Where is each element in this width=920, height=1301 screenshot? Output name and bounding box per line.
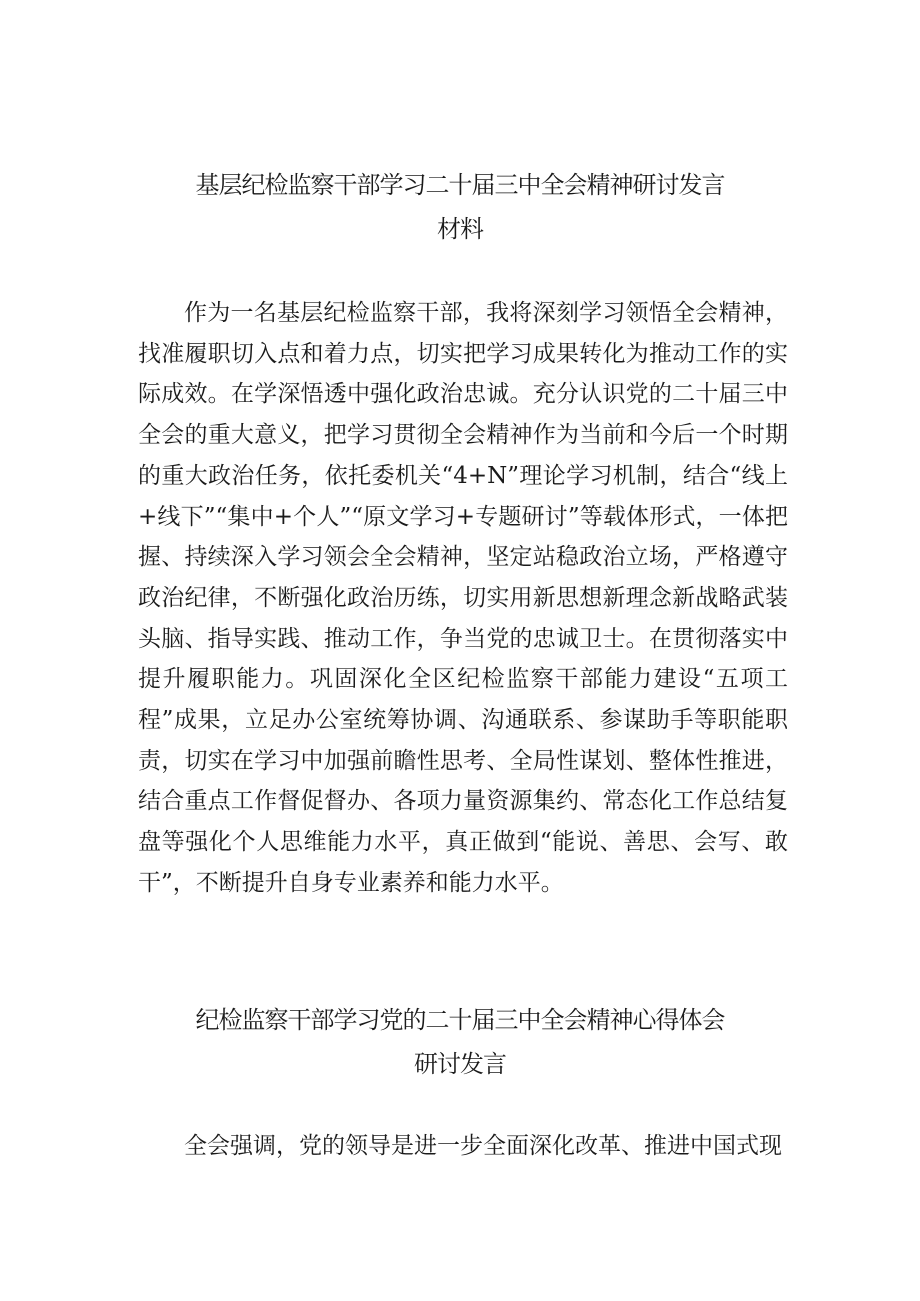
section-2-title-line-1: 纪检监察干部学习党的二十届三中全会精神心得体会	[195, 1006, 725, 1034]
section-1-paragraph: 作为一名基层纪检监察干部，我将深刻学习领悟全会精神，找准履职切入点和着力点，切实把学习成果转化为推动工作的实际成效。在学深悟透中强化政治忠诚。充分认识党的二十届三中全会的重大意义，把学习贯彻全会精神作为当前和今后一个时期的重大政治任务，依托委机关“4+N”理论学习机制，结合“线上+线下”“集中+个人”“原文学习+专题研讨”等载体形式，一体把握、持续深入学习领会全会精神，坚定站稳政治立场，严格遵守政治纪律，不断强化政治历练，切实用新思想新理念新战略武装头脑、指导实践、推动工作，争当党的忠诚卫士。在贯彻落实中提升履职能力。巩固深化全区纪检监察干部能力建设“五项工程”成果，立足办公室统筹协调、沟通联系、参谋助手等职能职责，切实在学习中加强前瞻性思考、全局性谋划、整体性推进，结合重点工作督促督办、各项力量资源集约、常态化工作总结复盘等强化个人思维能力水平，真正做到“能说、善思、会写、敢干”，不断提升自身专业素养和能力水平。	[138, 300, 788, 896]
section-2-paragraph: 全会强调，党的领导是进一步全面深化改革、推进中国式现	[184, 1133, 782, 1159]
section-2-title	[120, 998, 800, 1086]
section-1-title-line-2: 材料	[437, 215, 483, 243]
section-1-title-line-1: 基层纪检监察干部学习二十届三中全会精神研讨发言	[195, 171, 725, 199]
section-2-title-line-2: 研讨发言	[414, 1050, 506, 1078]
section-1-title	[120, 163, 800, 251]
